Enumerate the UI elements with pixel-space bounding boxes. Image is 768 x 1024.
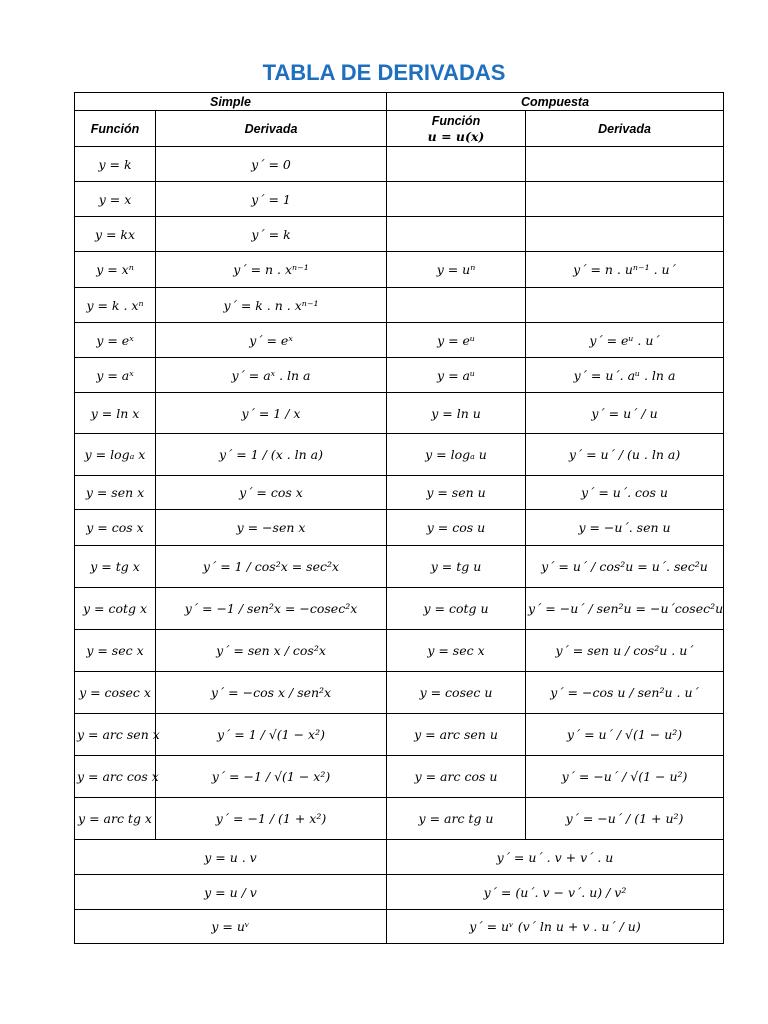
- table-row: [75, 510, 724, 546]
- composite-function-cell: y = arc tg u: [387, 798, 526, 840]
- function-cell: y = k: [75, 147, 156, 182]
- function-cell: y = tg x: [75, 546, 156, 588]
- derivative-cell: y´ = 1 / cos²x = sec²x: [156, 546, 387, 588]
- rule-function-cell: y = u / v: [75, 875, 387, 910]
- function-cell: y = ln x: [75, 393, 156, 434]
- rule-derivative-cell: y´ = u´ . v + v´ . u: [387, 840, 724, 875]
- composite-derivative-cell: y´ = eᵘ . u´: [526, 323, 724, 358]
- derivative-cell: y´ = 1: [156, 182, 387, 217]
- composite-derivative-cell: y´ = −u´ / √(1 − u²): [526, 756, 724, 798]
- table-row: [75, 323, 724, 358]
- table-row: [75, 588, 724, 630]
- function-cell: y = xⁿ: [75, 252, 156, 288]
- function-cell: y = logₐ x: [75, 434, 156, 476]
- table-row: [75, 875, 724, 910]
- table-row: [75, 672, 724, 714]
- composite-derivative-cell: [526, 217, 724, 252]
- composite-function-cell: y = cosec u: [387, 672, 526, 714]
- composite-derivative-cell: [526, 182, 724, 217]
- composite-derivative-cell: y´ = −u´ / sen²u = −u´cosec²u: [526, 588, 724, 630]
- rule-derivative-cell: y´ = uᵛ (v´ ln u + v . u´ / u): [387, 910, 724, 944]
- function-cell: y = kx: [75, 217, 156, 252]
- table-row: [75, 476, 724, 510]
- composite-derivative-cell: y´ = −cos u / sen²u . u´: [526, 672, 724, 714]
- derivatives-table: [74, 92, 724, 944]
- composite-function-cell: y = sec x: [387, 630, 526, 672]
- table-row: [75, 910, 724, 944]
- composite-derivative-cell: y´ = u´. aᵘ . ln a: [526, 358, 724, 393]
- table-row: [75, 147, 724, 182]
- table-row: [75, 252, 724, 288]
- function-cell: y = eˣ: [75, 323, 156, 358]
- derivative-cell: y´ = eˣ: [156, 323, 387, 358]
- function-cell: y = sen x: [75, 476, 156, 510]
- rule-derivative-cell: y´ = (u´. v − v´. u) / v²: [387, 875, 724, 910]
- composite-function-cell: y = uⁿ: [387, 252, 526, 288]
- table-row: [75, 798, 724, 840]
- composite-function-cell: y = tg u: [387, 546, 526, 588]
- function-cell: y = sec x: [75, 630, 156, 672]
- table-row: [75, 217, 724, 252]
- composite-function-cell: y = logₐ u: [387, 434, 526, 476]
- composite-function-cell: y = eᵘ: [387, 323, 526, 358]
- composite-function-cell: y = sen u: [387, 476, 526, 510]
- function-cell: y = cotg x: [75, 588, 156, 630]
- derivative-cell: y´ = aˣ . ln a: [156, 358, 387, 393]
- derivative-cell: y´ = k . n . xⁿ⁻¹: [156, 288, 387, 323]
- rule-function-cell: y = uᵛ: [75, 910, 387, 944]
- function-cell: y = x: [75, 182, 156, 217]
- composite-function-cell: [387, 182, 526, 217]
- composite-function-cell: y = cos u: [387, 510, 526, 546]
- table-row: [75, 714, 724, 756]
- derivative-cell: y´ = k: [156, 217, 387, 252]
- function-cell: y = k . xⁿ: [75, 288, 156, 323]
- header-funcion-u: [387, 111, 526, 147]
- header-simple: Simple: [75, 93, 387, 111]
- function-cell: y = arc sen x: [75, 714, 156, 756]
- derivative-cell: y´ = n . xⁿ⁻¹: [156, 252, 387, 288]
- table-row: [75, 630, 724, 672]
- composite-function-cell: [387, 288, 526, 323]
- table-row: [75, 393, 724, 434]
- function-cell: y = arc cos x: [75, 756, 156, 798]
- composite-derivative-cell: y´ = u´ / (u . ln a): [526, 434, 724, 476]
- derivative-cell: y´ = −cos x / sen²x: [156, 672, 387, 714]
- derivative-cell: y´ = 1 / x: [156, 393, 387, 434]
- function-cell: y = cosec x: [75, 672, 156, 714]
- table-row: [75, 288, 724, 323]
- composite-function-cell: y = ln u: [387, 393, 526, 434]
- derivative-cell: y´ = 0: [156, 147, 387, 182]
- function-cell: y = aˣ: [75, 358, 156, 393]
- table-row: [75, 756, 724, 798]
- composite-derivative-cell: y´ = u´ / cos²u = u´. sec²u: [526, 546, 724, 588]
- header-funcion-u-label: Función: [431, 113, 481, 128]
- table-row: [75, 434, 724, 476]
- composite-derivative-cell: [526, 288, 724, 323]
- composite-derivative-cell: y´ = u´ / u: [526, 393, 724, 434]
- composite-derivative-cell: y´ = n . uⁿ⁻¹ . u´: [526, 252, 724, 288]
- derivative-cell: y´ = 1 / √(1 − x²): [156, 714, 387, 756]
- rule-function-cell: y = u . v: [75, 840, 387, 875]
- header-derivada: Derivada: [156, 111, 387, 147]
- composite-function-cell: y = arc sen u: [387, 714, 526, 756]
- page-title: TABLA DE DERIVADAS: [262, 60, 506, 85]
- header-funcion-u-def: u = u(x): [427, 128, 485, 144]
- composite-function-cell: y = aᵘ: [387, 358, 526, 393]
- table-row: [75, 182, 724, 217]
- header-compuesta: Compuesta: [387, 93, 724, 111]
- composite-function-cell: y = cotg u: [387, 588, 526, 630]
- derivative-cell: y´ = 1 / (x . ln a): [156, 434, 387, 476]
- composite-derivative-cell: y´ = u´. cos u: [526, 476, 724, 510]
- composite-function-cell: y = arc cos u: [387, 756, 526, 798]
- composite-derivative-cell: y = −u´. sen u: [526, 510, 724, 546]
- table-row: [75, 358, 724, 393]
- header-derivada-u: Derivada: [526, 111, 724, 147]
- header-funcion: Función: [75, 111, 156, 147]
- composite-derivative-cell: y´ = u´ / √(1 − u²): [526, 714, 724, 756]
- derivative-cell: y´ = −1 / √(1 − x²): [156, 756, 387, 798]
- derivative-cell: y´ = −1 / (1 + x²): [156, 798, 387, 840]
- composite-derivative-cell: y´ = −u´ / (1 + u²): [526, 798, 724, 840]
- composite-derivative-cell: y´ = sen u / cos²u . u´: [526, 630, 724, 672]
- composite-derivative-cell: [526, 147, 724, 182]
- composite-function-cell: [387, 147, 526, 182]
- composite-function-cell: [387, 217, 526, 252]
- function-cell: y = arc tg x: [75, 798, 156, 840]
- table-row: [75, 546, 724, 588]
- derivative-cell: y´ = −1 / sen²x = −cosec²x: [156, 588, 387, 630]
- derivative-cell: y = −sen x: [156, 510, 387, 546]
- derivative-cell: y´ = cos x: [156, 476, 387, 510]
- derivative-cell: y´ = sen x / cos²x: [156, 630, 387, 672]
- table-row: [75, 840, 724, 875]
- function-cell: y = cos x: [75, 510, 156, 546]
